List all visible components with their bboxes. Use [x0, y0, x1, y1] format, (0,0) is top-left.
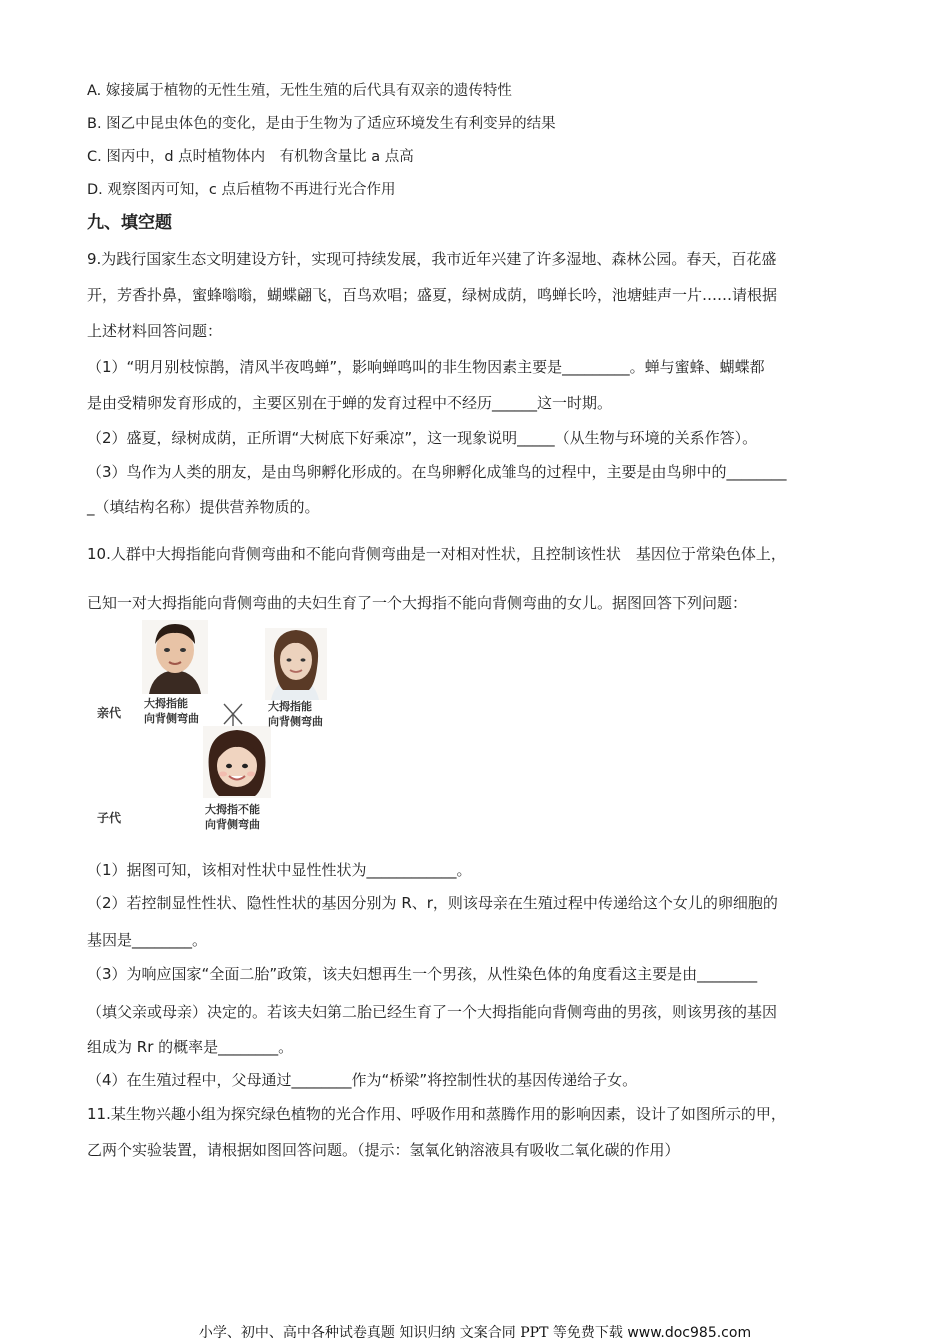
mother-label-2: 向背侧弯曲: [268, 715, 323, 728]
q9-line-7: （3）鸟作为人类的朋友，是由鸟卵孵化形成的。在鸟卵孵化成雏鸟的过程中，主要是由鸟卵中的________: [87, 463, 787, 481]
father-label-2: 向背侧弯曲: [144, 712, 199, 725]
footer-text: 小学、初中、高中各种试卷真题 知识归纳 文案合同 PPT 等免费下载: [198, 1325, 623, 1341]
q11-line-1: 11.某生物兴趣小组为探究绿色植物的光合作用、呼吸作用和蒸腾作用的影响因素，设计了如图所示的甲，: [87, 1105, 786, 1123]
child-label-1: 大拇指不能: [205, 803, 260, 816]
q10-line-1: 10.人群中大拇指能向背侧弯曲和不能向背侧弯曲是一对相对性状，且控制该性状 基因位于常染色体上，: [87, 545, 786, 563]
q9-line-4: （1）“明月别枝惊鹊，清风半夜鸣蝉”，影响蝉鸣叫的非生物因素主要是_________。蝉与蜜蜂、蝴蝶都: [87, 358, 765, 376]
q10-sub-3: 基因是________。: [87, 931, 208, 949]
option-b: B. 图乙中昆虫体色的变化，是由于生物为了适应环境发生有利变异的结果: [87, 116, 556, 132]
parent-generation-label: 亲代: [97, 706, 122, 720]
q9-line-6: （2）盛夏，绿树成荫，正所谓“大树底下好乘凉”，这一现象说明_____（从生物与环境的关系作答）。: [87, 429, 758, 447]
q9-line-3: 上述材料回答问题：: [87, 322, 223, 340]
section-heading: 九、填空题: [87, 213, 172, 233]
daughter-portrait: [203, 726, 271, 798]
inheritance-figure: [87, 620, 357, 845]
q10-sub-2: （2）若控制显性性状、隐性性状的基因分别为 R、r，则该母亲在生殖过程中传递给这个女儿的卵细胞的: [87, 894, 778, 912]
q10-sub-7: （4）在生殖过程中，父母通过________作为“桥梁”将控制性状的基因传递给子女。: [87, 1071, 638, 1089]
option-a: A. 嫁接属于植物的无性生殖，无性生殖的后代具有双亲的遗传特性: [87, 83, 512, 99]
q10-sub-4: （3）为响应国家“全面二胎”政策，该夫妇想再生一个男孩，从性染色体的角度看这主要是由________: [87, 965, 758, 983]
q9-line-2: 开，芳香扑鼻，蜜蜂嗡嗡，蝴蝶翩飞，百鸟欢唱；盛夏，绿树成荫，鸣蝉长吟，池塘蛙声一片……请根据: [87, 286, 778, 304]
q9-line-8: _（填结构名称）提供营养物质的。: [87, 498, 320, 516]
father-portrait: [142, 620, 208, 694]
q11-line-2: 乙两个实验装置，请根据如图回答问题。（提示：氢氧化钠溶液具有吸收二氧化碳的作用）: [87, 1141, 680, 1159]
option-d: D. 观察图丙可知，c 点后植物不再进行光合作用: [87, 182, 396, 198]
q10-sub-6: 组成为 Rr 的概率是________。: [87, 1038, 294, 1056]
q9-line-1: 9.为践行国家生态文明建设方针，实现可持续发展，我市近年兴建了许多湿地、森林公园。春天，百花盛: [87, 250, 777, 268]
father-label-1: 大拇指能: [144, 697, 188, 710]
mother-label-1: 大拇指能: [268, 700, 312, 713]
q10-sub-5: （填父亲或母亲）决定的。若该夫妇第二胎已经生育了一个大拇指能向背侧弯曲的男孩，则该男孩的基因: [87, 1003, 778, 1021]
child-label-2: 向背侧弯曲: [205, 818, 260, 831]
mother-portrait: [265, 628, 327, 700]
q10-line-2: 已知一对大拇指能向背侧弯曲的夫妇生育了一个大拇指不能向背侧弯曲的女儿。据图回答下列问题：: [87, 594, 748, 612]
page-footer: [0, 1322, 950, 1342]
footer-url[interactable]: www.doc985.com: [627, 1325, 752, 1341]
q10-sub-1: （1）据图可知，该相对性状中显性性状为____________。: [87, 861, 472, 879]
option-c: C. 图丙中，d 点时植物体内 有机物含量比 a 点高: [87, 149, 414, 165]
child-generation-label: 子代: [97, 811, 122, 825]
q9-line-5: 是由受精卵发育形成的，主要区别在于蝉的发育过程中不经历______这一时期。: [87, 394, 613, 412]
